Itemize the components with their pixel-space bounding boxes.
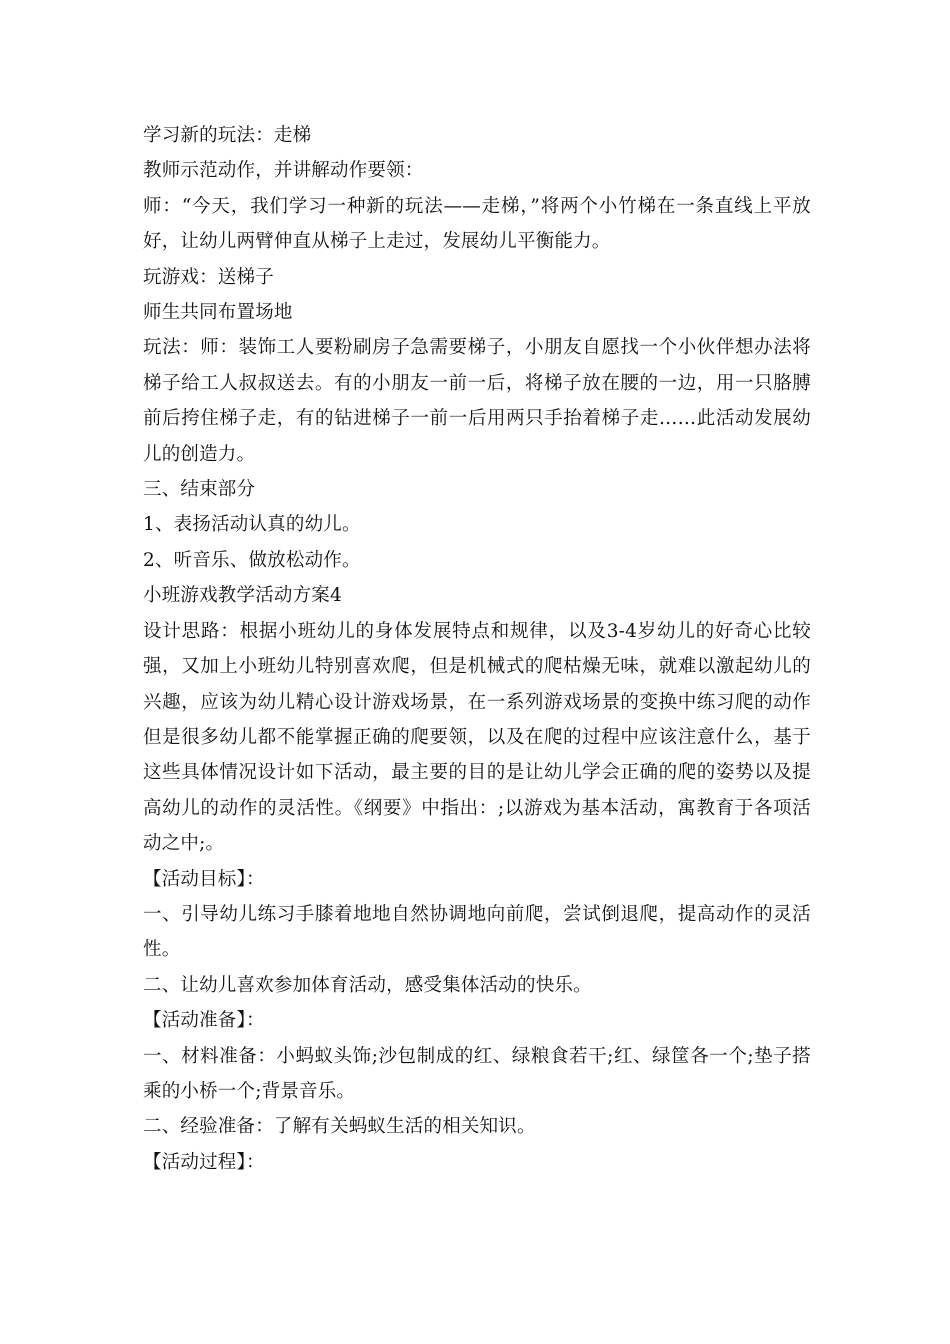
paragraph-1: 学习新的玩法：走梯 bbox=[143, 125, 312, 146]
paragraph-5: 师生共同布置场地 bbox=[143, 302, 293, 324]
paragraph-3: 师：“今天，我们学习一种新的玩法——走梯，”将两个小竹梯在一条直线上平放好，让幼儿两臂伸直从梯子上走过，发展幼儿平衡能力。 bbox=[143, 195, 811, 253]
paragraph-2: 教师示范动作，并讲解动作要领： bbox=[143, 160, 424, 182]
heading-activity-preparation: 【活动准备】： bbox=[143, 1010, 265, 1032]
goal-2: 二、让幼儿喜欢参加体育活动，感受集体活动的快乐。 bbox=[143, 974, 592, 996]
list-item-2: 2、听音乐、做放松动作。 bbox=[143, 549, 361, 571]
paragraph-6: 玩法：师：装饰工人要粉刷房子急需要梯子，小朋友自愿找一个小伙伴想办法将梯子给工人叔叔送去。有的小朋友一前一后，将梯子放在腰的一边，用一只胳膊前后挎住梯子走，有的钻进梯子一前一后用两只手抬着梯子走……此活动发展幼儿的创造力。 bbox=[143, 337, 811, 465]
preparation-experience: 二、经验准备：了解有关蚂蚁生活的相关知识。 bbox=[143, 1116, 536, 1138]
preparation-materials: 一、材料准备：小蚂蚁头饰;沙包制成的红、绿粮食若干;红、绿筐各一个;垫子搭乘的小桥一个;背景音乐。 bbox=[143, 1045, 811, 1102]
heading-activity-process: 【活动过程】： bbox=[143, 1151, 265, 1173]
section-heading-end: 三、结束部分 bbox=[143, 479, 256, 501]
goal-1: 一、引导幼儿练习手膝着地地自然协调地向前爬，尝试倒退爬，提高动作的灵活性。 bbox=[143, 903, 811, 961]
list-item-1: 1、表扬活动认真的幼儿。 bbox=[143, 514, 361, 536]
paragraph-4: 玩游戏：送梯子 bbox=[143, 266, 274, 288]
design-idea-paragraph: 设计思路：根据小班幼儿的身体发展特点和规律，以及3-4岁幼儿的好奇心比较强，又加上小班幼儿特别喜欢爬，但是机械式的爬枯燥无味，就难以激起幼儿的兴趣，应该为幼儿精心设计游戏场景，在一系列游戏场景的变换中练习爬的动作但是很多幼儿都不能掌握正确的爬要领，以及在爬的过程中应该注意什么，基于这些具体情况设计如下活动，最主要的目的是让幼儿学会正确的爬的姿势以及提高幼儿的动作的灵活性。《纲要》中指出：;以游戏为基本活动，寓教育于各项活动之中;。 bbox=[143, 620, 811, 855]
plan-title: 小班游戏教学活动方案4 bbox=[143, 585, 342, 607]
heading-activity-goals: 【活动目标】： bbox=[143, 868, 265, 890]
document-body bbox=[143, 118, 811, 1180]
